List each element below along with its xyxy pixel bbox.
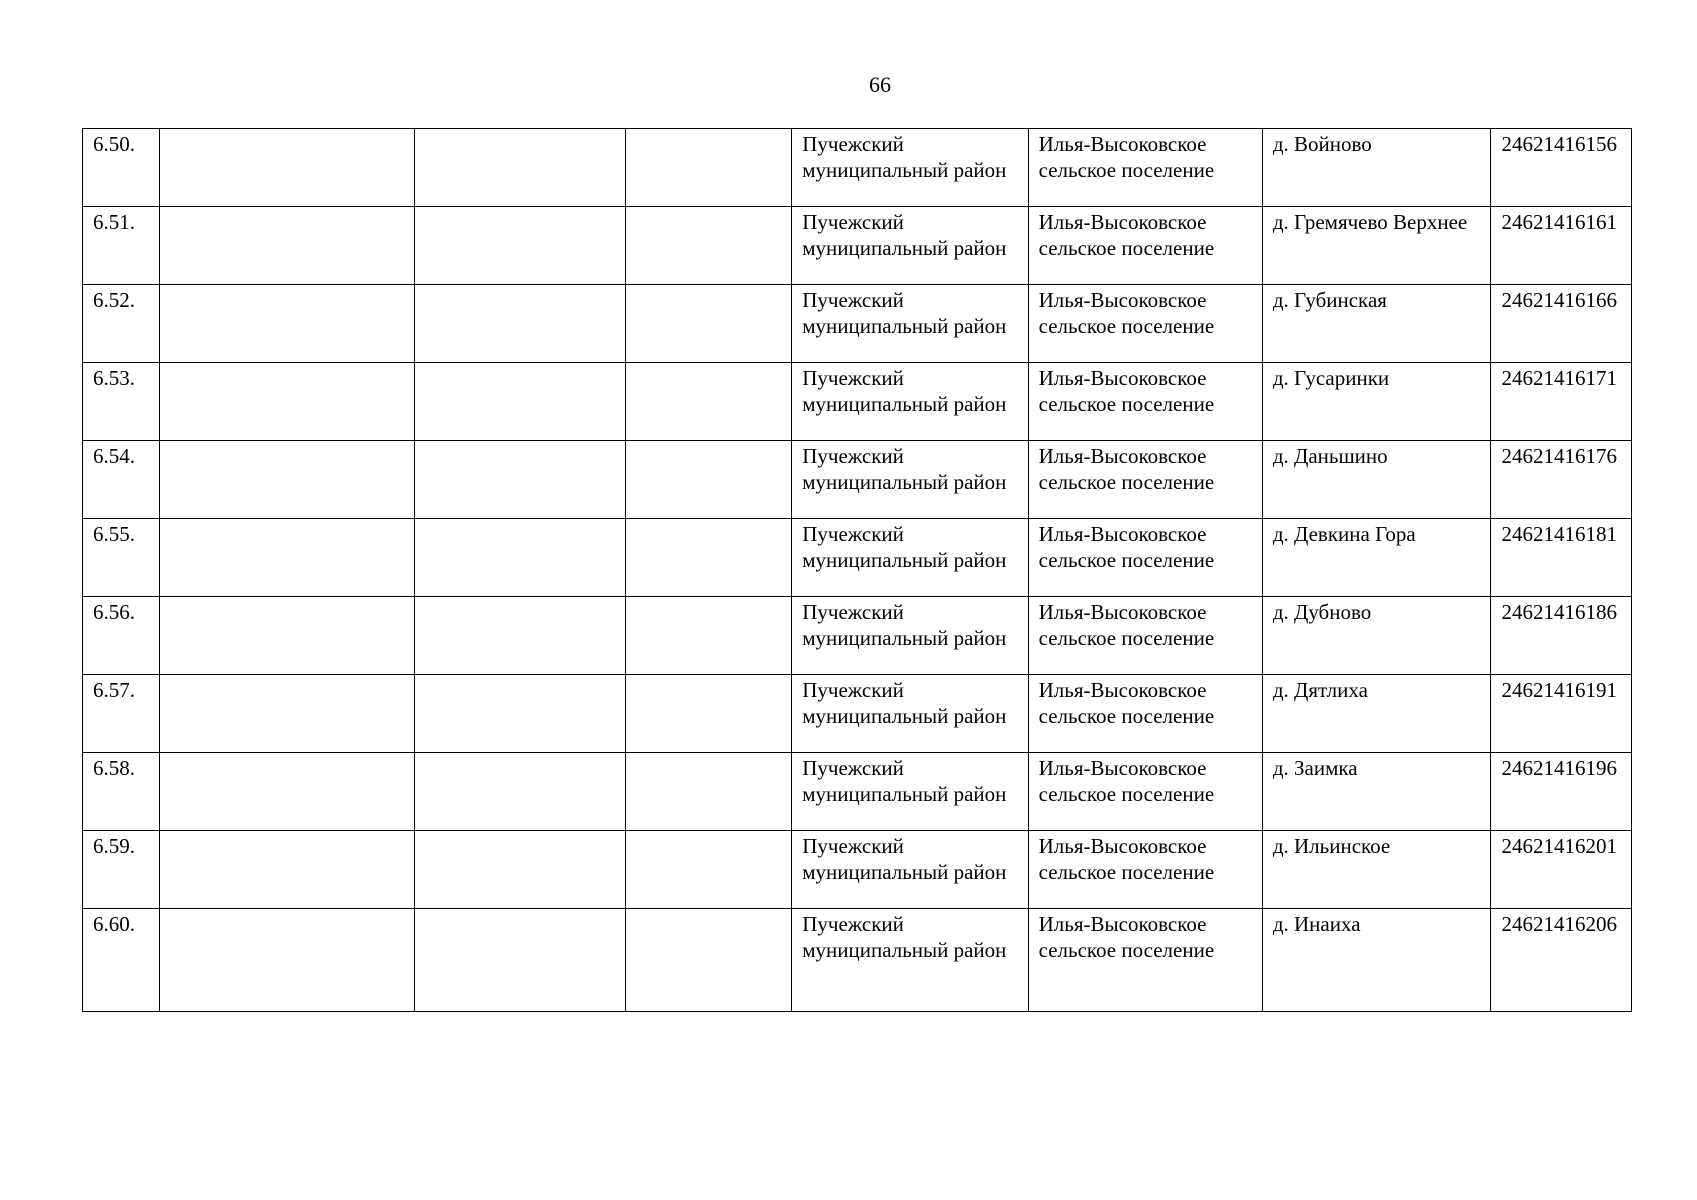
empty-cell (626, 285, 792, 363)
empty-cell (159, 753, 414, 831)
row-number-cell: 6.56. (83, 597, 160, 675)
district-cell: Пучежский муниципальный район (792, 909, 1028, 1012)
empty-cell (159, 285, 414, 363)
table-row (83, 519, 1632, 597)
row-number-cell: 6.59. (83, 831, 160, 909)
locality-cell: д. Войново (1262, 129, 1491, 207)
settlement-cell: Илья-Высоковское сельское поселение (1028, 831, 1262, 909)
settlement-cell: Илья-Высоковское сельское поселение (1028, 207, 1262, 285)
empty-cell (415, 519, 626, 597)
settlement-cell: Илья-Высоковское сельское поселение (1028, 597, 1262, 675)
table-row (83, 441, 1632, 519)
locality-cell: д. Девкина Гора (1262, 519, 1491, 597)
district-cell: Пучежский муниципальный район (792, 753, 1028, 831)
empty-cell (415, 909, 626, 1012)
table-row (83, 831, 1632, 909)
empty-cell (415, 129, 626, 207)
row-number-cell: 6.54. (83, 441, 160, 519)
district-cell: Пучежский муниципальный район (792, 675, 1028, 753)
locality-cell: д. Ильинское (1262, 831, 1491, 909)
empty-cell (159, 129, 414, 207)
oktmo-code-cell: 24621416161 (1491, 207, 1632, 285)
empty-cell (626, 363, 792, 441)
locality-cell: д. Даньшино (1262, 441, 1491, 519)
empty-cell (626, 207, 792, 285)
empty-cell (415, 285, 626, 363)
locality-cell: д. Заимка (1262, 753, 1491, 831)
table-row (83, 675, 1632, 753)
district-cell: Пучежский муниципальный район (792, 285, 1028, 363)
oktmo-code-cell: 24621416176 (1491, 441, 1632, 519)
empty-cell (626, 753, 792, 831)
settlement-cell: Илья-Высоковское сельское поселение (1028, 363, 1262, 441)
empty-cell (626, 675, 792, 753)
empty-cell (415, 363, 626, 441)
oktmo-code-cell: 24621416196 (1491, 753, 1632, 831)
table-row (83, 753, 1632, 831)
row-number-cell: 6.55. (83, 519, 160, 597)
oktmo-code-cell: 24621416156 (1491, 129, 1632, 207)
row-number-cell: 6.58. (83, 753, 160, 831)
district-cell: Пучежский муниципальный район (792, 831, 1028, 909)
table-row (83, 129, 1632, 207)
empty-cell (159, 207, 414, 285)
oktmo-code-cell: 24621416181 (1491, 519, 1632, 597)
row-number-cell: 6.53. (83, 363, 160, 441)
empty-cell (159, 909, 414, 1012)
empty-cell (626, 597, 792, 675)
locality-cell: д. Губинская (1262, 285, 1491, 363)
empty-cell (415, 675, 626, 753)
row-number-cell: 6.52. (83, 285, 160, 363)
empty-cell (415, 753, 626, 831)
empty-cell (626, 129, 792, 207)
district-cell: Пучежский муниципальный район (792, 363, 1028, 441)
settlement-cell: Илья-Высоковское сельское поселение (1028, 675, 1262, 753)
empty-cell (415, 441, 626, 519)
empty-cell (159, 675, 414, 753)
settlement-cell: Илья-Высоковское сельское поселение (1028, 441, 1262, 519)
empty-cell (415, 597, 626, 675)
district-cell: Пучежский муниципальный район (792, 129, 1028, 207)
row-number-cell: 6.57. (83, 675, 160, 753)
district-cell: Пучежский муниципальный район (792, 519, 1028, 597)
locality-cell: д. Дубново (1262, 597, 1491, 675)
row-number-cell: 6.50. (83, 129, 160, 207)
locality-cell: д. Дятлиха (1262, 675, 1491, 753)
empty-cell (626, 831, 792, 909)
oktmo-code-cell: 24621416206 (1491, 909, 1632, 1012)
document-table (82, 128, 1632, 1012)
oktmo-code-cell: 24621416166 (1491, 285, 1632, 363)
empty-cell (415, 207, 626, 285)
table-row (83, 285, 1632, 363)
locality-cell: д. Гремячево Верхнее (1262, 207, 1491, 285)
settlement-cell: Илья-Высоковское сельское поселение (1028, 129, 1262, 207)
settlement-cell: Илья-Высоковское сельское поселение (1028, 285, 1262, 363)
settlement-cell: Илья-Высоковское сельское поселение (1028, 753, 1262, 831)
empty-cell (159, 831, 414, 909)
table-row (83, 363, 1632, 441)
oktmo-code-cell: 24621416201 (1491, 831, 1632, 909)
empty-cell (159, 441, 414, 519)
settlement-cell: Илья-Высоковское сельское поселение (1028, 519, 1262, 597)
empty-cell (159, 363, 414, 441)
locality-cell: д. Гусаринки (1262, 363, 1491, 441)
district-cell: Пучежский муниципальный район (792, 597, 1028, 675)
empty-cell (159, 597, 414, 675)
district-cell: Пучежский муниципальный район (792, 441, 1028, 519)
table-row (83, 597, 1632, 675)
oktmo-code-cell: 24621416191 (1491, 675, 1632, 753)
empty-cell (415, 831, 626, 909)
empty-cell (626, 519, 792, 597)
locality-cell: д. Инаиха (1262, 909, 1491, 1012)
row-number-cell: 6.60. (83, 909, 160, 1012)
table-row (83, 207, 1632, 285)
empty-cell (626, 441, 792, 519)
table-row (83, 909, 1632, 1012)
page-number: 66 (869, 72, 891, 97)
empty-cell (626, 909, 792, 1012)
oktmo-code-cell: 24621416186 (1491, 597, 1632, 675)
settlement-cell: Илья-Высоковское сельское поселение (1028, 909, 1262, 1012)
empty-cell (159, 519, 414, 597)
oktmo-code-cell: 24621416171 (1491, 363, 1632, 441)
row-number-cell: 6.51. (83, 207, 160, 285)
district-cell: Пучежский муниципальный район (792, 207, 1028, 285)
